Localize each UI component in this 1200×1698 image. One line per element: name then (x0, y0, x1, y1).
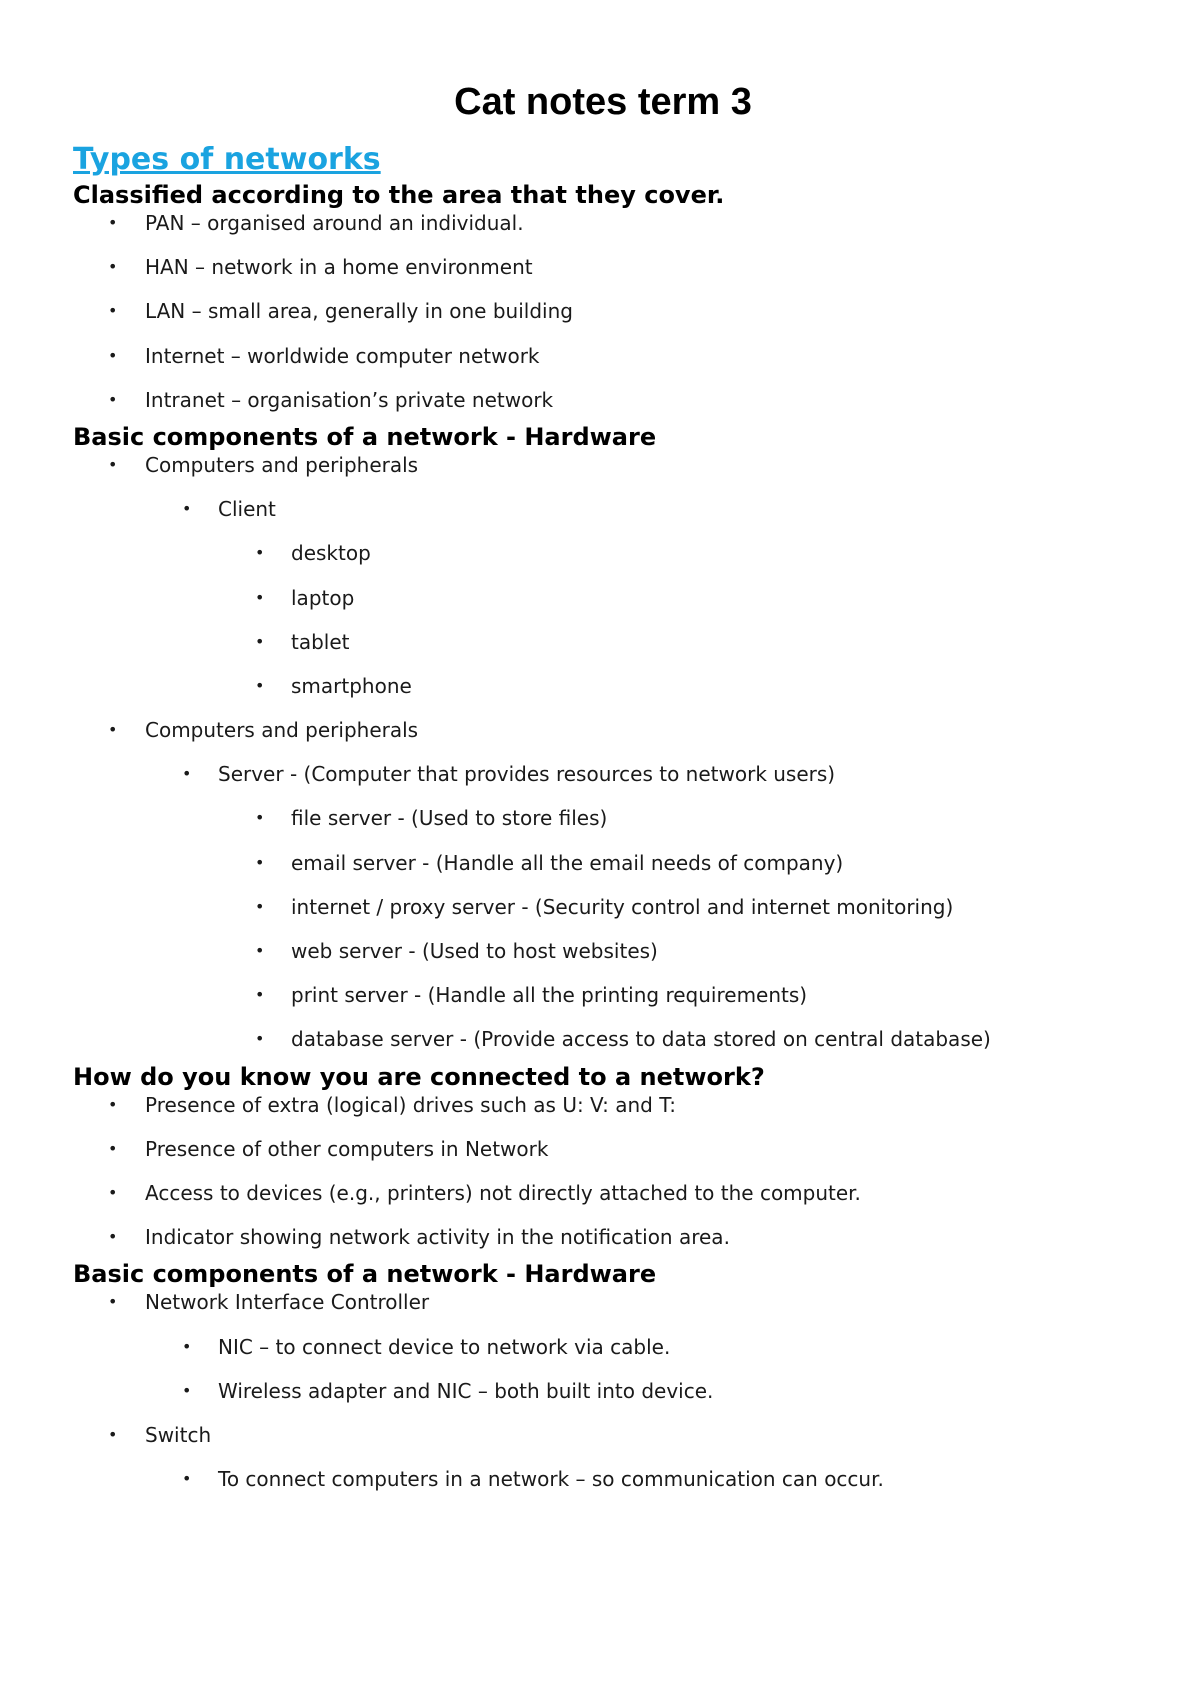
bullet-icon: • (108, 1292, 118, 1312)
list-item (73, 1466, 1153, 1492)
list-item-text: Presence of other computers in Network (145, 1136, 549, 1161)
list-item (73, 1136, 1153, 1162)
list-item (73, 1289, 1153, 1315)
list-item (73, 387, 1153, 413)
list-item (73, 1224, 1153, 1250)
list-item-text: To connect computers in a network – so communication can occur. (218, 1467, 884, 1492)
document-sections (73, 180, 1153, 1492)
bullet-icon: • (255, 941, 265, 960)
list-item (73, 1092, 1153, 1118)
list-item (73, 850, 1153, 876)
bullet-icon: • (255, 543, 265, 563)
list-item (73, 343, 1153, 369)
list-item (73, 452, 1153, 478)
list-item-text: database server - (Provide access to data stored on central database) (291, 1027, 991, 1052)
list-item-text: Internet – worldwide computer network (145, 343, 540, 368)
list-item-text: smartphone (291, 673, 412, 698)
list-item-text: Server - (Computer that provides resources to network users) (218, 762, 836, 787)
list-item-text: Client (218, 497, 276, 522)
list-item-text: PAN – organised around an individual. (145, 211, 524, 235)
list-item-text: NIC – to connect device to network via cable. (218, 1334, 671, 1359)
list-item-text: LAN – small area, generally in one building (145, 299, 573, 324)
list-item (73, 1180, 1153, 1206)
section-heading: Classified according to the area that they cover. (73, 181, 725, 209)
bullet-icon: • (182, 1469, 192, 1489)
list-item-text: Access to devices (e.g., printers) not directly attached to the computer. (145, 1180, 861, 1205)
bullet-icon: • (182, 1380, 192, 1400)
types-of-networks-link[interactable]: Types of networks (73, 142, 381, 177)
list-item (73, 298, 1153, 324)
bullet-list (73, 210, 1153, 413)
list-item-text: HAN – network in a home environment (145, 255, 533, 280)
list-item (73, 894, 1153, 920)
bullet-icon: • (108, 720, 118, 740)
list-item-text: Presence of extra (logical) drives such as U: V: and T: (145, 1092, 676, 1117)
bullet-icon: • (182, 499, 192, 519)
bullet-icon: • (255, 631, 265, 651)
bullet-icon: • (255, 1029, 265, 1049)
list-item (73, 629, 1153, 655)
bullet-icon: • (255, 587, 265, 607)
bullet-icon: • (108, 1182, 118, 1202)
list-item-text: desktop (291, 541, 371, 566)
bullet-icon: • (182, 764, 192, 784)
bullet-icon: • (182, 1336, 192, 1356)
list-item-text: file server - (Used to store files) (291, 806, 608, 831)
section-heading: How do you know you are connected to a network? (73, 1062, 765, 1091)
list-item (73, 673, 1153, 699)
list-item-text: Network Interface Controller (145, 1290, 430, 1315)
bullet-icon: • (255, 985, 265, 1005)
section-heading: Basic components of a network - Hardware (73, 422, 657, 451)
list-item-text: Computers and peripherals (145, 718, 419, 743)
list-item-text: email server - (Handle all the email needs of company) (291, 850, 844, 875)
bullet-icon: • (108, 345, 118, 365)
bullet-list (73, 1092, 1153, 1251)
section-heading: Basic components of a network - Hardware (73, 1260, 657, 1289)
list-item (73, 1334, 1153, 1360)
document-page (73, 76, 1153, 1510)
bullet-icon: • (108, 1094, 118, 1114)
bullet-icon: • (108, 389, 118, 409)
bullet-icon: • (255, 852, 265, 872)
list-item-text: Computers and peripherals (145, 452, 419, 477)
bullet-icon: • (108, 1424, 118, 1444)
list-item-text: Intranet – organisation’s private network (145, 387, 554, 412)
list-item (73, 805, 1153, 831)
bullet-icon: • (108, 1227, 118, 1247)
bullet-icon: • (108, 454, 118, 474)
list-item (73, 585, 1153, 611)
list-item (73, 1026, 1153, 1052)
list-item (73, 210, 1153, 236)
list-item-text: laptop (291, 585, 355, 610)
list-item-text: Indicator showing network activity in the notification area. (145, 1225, 730, 1250)
list-item-text: web server - (Used to host websites) (291, 939, 658, 963)
list-item-text: Switch (145, 1422, 212, 1447)
bullet-icon: • (108, 1138, 118, 1158)
list-item-text: tablet (291, 629, 350, 654)
bullet-list (73, 452, 1153, 1052)
bullet-icon: • (108, 213, 118, 232)
list-item-text: internet / proxy server - (Security control and internet monitoring) (291, 894, 954, 919)
list-item (73, 1422, 1153, 1448)
list-item (73, 982, 1153, 1008)
list-item (73, 540, 1153, 566)
list-item (73, 717, 1153, 743)
list-item (73, 938, 1153, 964)
list-item (73, 254, 1153, 280)
list-item (73, 1378, 1153, 1404)
bullet-icon: • (108, 257, 118, 277)
list-item (73, 496, 1153, 522)
bullet-icon: • (255, 675, 265, 695)
list-item-text: Wireless adapter and NIC – both built into device. (218, 1378, 714, 1403)
bullet-icon: • (255, 808, 265, 828)
bullet-icon: • (108, 301, 118, 321)
document-title: Cat notes term 3 (454, 81, 752, 123)
bullet-icon: • (255, 896, 265, 916)
list-item-text: print server - (Handle all the printing requirements) (291, 983, 808, 1008)
bullet-list (73, 1289, 1153, 1492)
list-item (73, 761, 1153, 787)
